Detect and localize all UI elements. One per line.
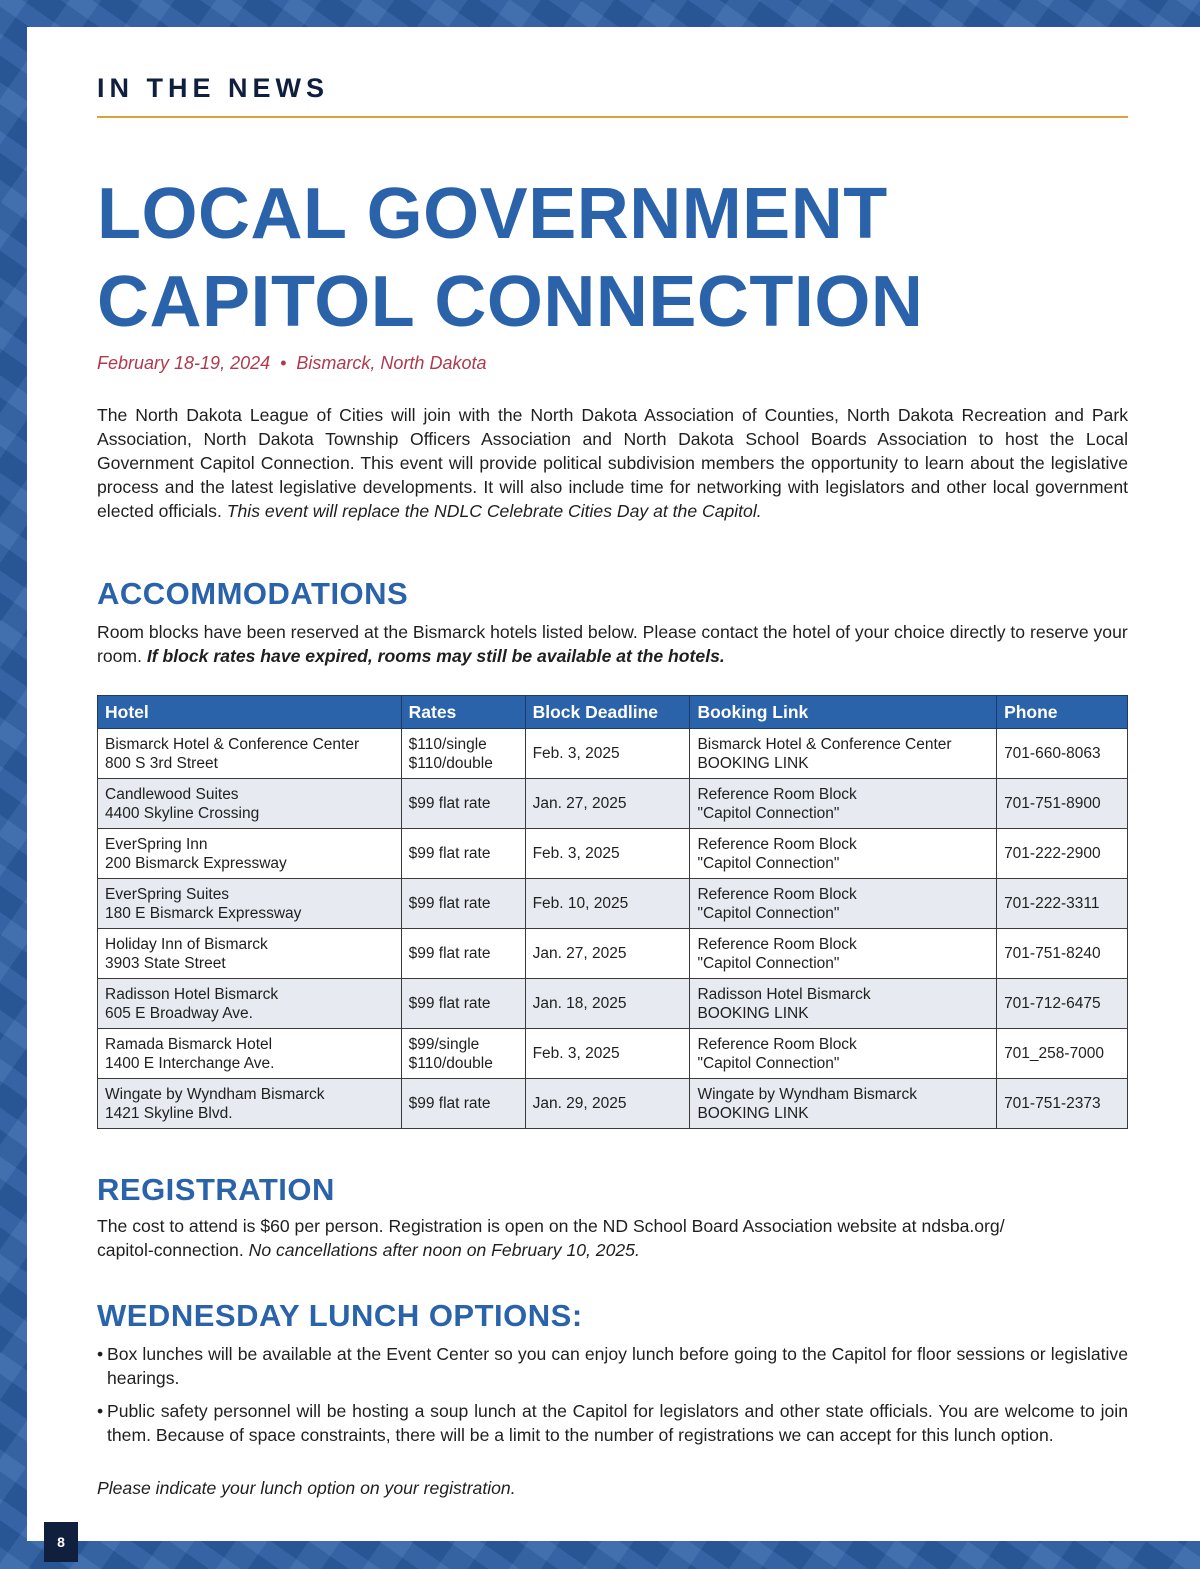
lunch-options-list — [97, 1342, 1128, 1456]
cell-hotel — [98, 1029, 402, 1079]
cell-booking-link[interactable] — [690, 1029, 997, 1079]
registration-line-1: The cost to attend is $60 per person. Registration is open on the ND School Board Association website at ndsba.org/ — [97, 1216, 1005, 1236]
cell-phone — [997, 1079, 1128, 1129]
cell-hotel — [98, 779, 402, 829]
list-item: • Box lunches will be available at the Event Center so you can enjoy lunch before going to the Capitol for floor sessions or legislative hearings. — [97, 1342, 1128, 1390]
cell-deadline — [525, 879, 690, 929]
cell-phone — [997, 879, 1128, 929]
hotel-name: Radisson Hotel Bismarck — [105, 985, 279, 1003]
cell-booking-link[interactable] — [690, 1079, 997, 1129]
phone-number: 701-751-2373 — [1004, 1095, 1101, 1112]
block-deadline: Jan. 29, 2025 — [532, 1095, 627, 1112]
booking-link-line-2: "Capitol Connection" — [697, 904, 840, 922]
cell-rates — [401, 1029, 525, 1079]
cell-deadline — [525, 929, 690, 979]
intro-italic: This event will replace the NDLC Celebrate Cities Day at the Capitol. — [226, 501, 762, 521]
cell-phone — [997, 729, 1128, 779]
hotel-name: Ramada Bismarck Hotel — [105, 1035, 273, 1053]
cell-hotel — [98, 1079, 402, 1129]
title-line-2: CAPITOL CONNECTION — [97, 262, 924, 342]
accommodations-paragraph — [97, 620, 1128, 668]
booking-link-line-1: Reference Room Block — [697, 1035, 857, 1053]
intro-paragraph — [97, 403, 1128, 523]
cell-hotel — [98, 729, 402, 779]
registration-paragraph — [97, 1214, 1128, 1262]
column-header-deadline: Block Deadline — [525, 696, 690, 729]
cell-rates — [401, 729, 525, 779]
cell-phone — [997, 929, 1128, 979]
event-dates: February 18-19, 2024 — [97, 353, 271, 373]
gold-divider — [97, 116, 1128, 118]
table-row — [98, 829, 1128, 879]
page-title — [97, 170, 923, 346]
block-deadline: Feb. 3, 2025 — [532, 745, 620, 762]
booking-link-line-1: Reference Room Block — [697, 835, 857, 853]
phone-number: 701-751-8900 — [1004, 795, 1101, 812]
block-deadline: Feb. 3, 2025 — [532, 845, 620, 862]
booking-link-line-1: Reference Room Block — [697, 785, 857, 803]
hotel-address: 605 E Broadway Ave. — [105, 1004, 253, 1022]
cell-rates — [401, 979, 525, 1029]
bullet-separator: • — [280, 353, 287, 373]
event-location: Bismarck, North Dakota — [296, 353, 487, 373]
cell-booking-link[interactable] — [690, 829, 997, 879]
booking-link-line-2: "Capitol Connection" — [697, 804, 840, 822]
rate-line-1: $99 flat rate — [408, 995, 491, 1012]
column-header-rates: Rates — [401, 696, 525, 729]
rate-line-2: $110/double — [408, 754, 493, 772]
page — [27, 27, 1200, 1541]
cell-rates — [401, 1079, 525, 1129]
cell-booking-link[interactable] — [690, 879, 997, 929]
cell-deadline — [525, 1079, 690, 1129]
lunch-heading: WEDNESDAY LUNCH OPTIONS: — [97, 1298, 583, 1333]
cell-booking-link[interactable] — [690, 779, 997, 829]
phone-number: 701-712-6475 — [1004, 995, 1101, 1012]
cell-phone — [997, 1029, 1128, 1079]
hotel-name: Candlewood Suites — [105, 785, 239, 803]
block-deadline: Feb. 10, 2025 — [532, 895, 629, 912]
phone-number: 701-222-3311 — [1004, 895, 1100, 912]
rate-line-1: $99 flat rate — [408, 845, 491, 862]
phone-number: 701-660-8063 — [1004, 745, 1101, 762]
hotel-address: 1421 Skyline Blvd. — [105, 1104, 233, 1122]
cell-hotel — [98, 829, 402, 879]
hotel-name: EverSpring Suites — [105, 885, 230, 903]
booking-link-line-2: BOOKING LINK — [697, 1104, 809, 1122]
title-line-1: LOCAL GOVERNMENT — [97, 174, 888, 254]
hotel-name: EverSpring Inn — [105, 835, 208, 853]
page-number: 8 — [44, 1522, 78, 1562]
block-deadline: Jan. 27, 2025 — [532, 795, 627, 812]
cell-deadline — [525, 979, 690, 1029]
rate-line-1: $99 flat rate — [408, 795, 491, 812]
cell-booking-link[interactable] — [690, 729, 997, 779]
cell-deadline — [525, 1029, 690, 1079]
cell-deadline — [525, 829, 690, 879]
table-row — [98, 1079, 1128, 1129]
booking-link-line-1: Radisson Hotel Bismarck — [697, 985, 871, 1003]
table-row — [98, 879, 1128, 929]
cell-rates — [401, 829, 525, 879]
phone-number: 701-751-8240 — [1004, 945, 1101, 962]
table-row — [98, 779, 1128, 829]
phone-number: 701-222-2900 — [1004, 845, 1101, 862]
booking-link-line-2: BOOKING LINK — [697, 754, 809, 772]
hotel-address: 1400 E Interchange Ave. — [105, 1054, 275, 1072]
column-header-booking: Booking Link — [690, 696, 997, 729]
rate-line-1: $99 flat rate — [408, 945, 491, 962]
cell-hotel — [98, 979, 402, 1029]
block-deadline: Feb. 3, 2025 — [532, 1045, 620, 1062]
column-header-phone: Phone — [997, 696, 1128, 729]
booking-link-line-2: "Capitol Connection" — [697, 954, 840, 972]
accommodations-text: Room blocks have been reserved at the Bismarck hotels listed below. Please contact the hotel of your choice directly to reserve your room. — [97, 622, 1128, 666]
cell-booking-link[interactable] — [690, 929, 997, 979]
lunch-closing-note: Please indicate your lunch option on your registration. — [97, 1478, 516, 1498]
cell-deadline — [525, 779, 690, 829]
table-header-row — [98, 696, 1128, 729]
cell-hotel — [98, 879, 402, 929]
booking-link-line-1: Bismarck Hotel & Conference Center — [697, 735, 952, 753]
hotel-address: 200 Bismarck Expressway — [105, 854, 287, 872]
table-row — [98, 729, 1128, 779]
booking-link-line-1: Reference Room Block — [697, 885, 857, 903]
phone-number: 701_258-7000 — [1004, 1045, 1105, 1062]
booking-link-line-2: BOOKING LINK — [697, 1004, 809, 1022]
event-date-location — [97, 353, 486, 374]
cell-rates — [401, 879, 525, 929]
hotel-name: Holiday Inn of Bismarck — [105, 935, 268, 953]
cell-hotel — [98, 929, 402, 979]
booking-link-line-1: Reference Room Block — [697, 935, 857, 953]
booking-link-line-2: "Capitol Connection" — [697, 854, 840, 872]
accommodations-emphasis: If block rates have expired, rooms may still be available at the hotels. — [146, 646, 725, 666]
hotel-name: Wingate by Wyndham Bismarck — [105, 1085, 325, 1103]
registration-heading: REGISTRATION — [97, 1172, 335, 1207]
rate-line-1: $99 flat rate — [408, 895, 491, 912]
hotel-name: Bismarck Hotel & Conference Center — [105, 735, 360, 753]
list-item: • Public safety personnel will be hosting a soup lunch at the Capitol for legislators and other state officials. You are welcome to join them. Because of space constraints, there will be a limit to the number of registrations we can accept for this lunch option. — [97, 1399, 1128, 1447]
rate-line-1: $99/single — [408, 1035, 480, 1053]
rate-line-1: $99 flat rate — [408, 1095, 491, 1112]
cell-phone — [997, 779, 1128, 829]
cell-phone — [997, 829, 1128, 879]
booking-link-line-2: "Capitol Connection" — [697, 1054, 840, 1072]
hotel-address: 3903 State Street — [105, 954, 226, 972]
table-row — [98, 979, 1128, 1029]
cell-booking-link[interactable] — [690, 979, 997, 1029]
rate-line-1: $110/single — [408, 735, 487, 753]
cell-rates — [401, 779, 525, 829]
hotel-address: 180 E Bismarck Expressway — [105, 904, 302, 922]
hotel-address: 4400 Skyline Crossing — [105, 804, 260, 822]
intro-text: The North Dakota League of Cities will join with the North Dakota Association of Counties, North Dakota Recreation and Park Association, North Dakota Township Officers Association and North Dakota School Boards Association to host the Local Government Capitol Connection. This event will provide political subdivision members the opportunity to learn about the legislative process and the latest legislative developments. It will also include time for networking with legislators and other local government elected officials. — [97, 405, 1128, 521]
cell-deadline — [525, 729, 690, 779]
column-header-hotel: Hotel — [98, 696, 402, 729]
hotel-table — [97, 695, 1128, 1129]
accommodations-heading: ACCOMMODATIONS — [97, 576, 409, 611]
booking-link-line-1: Wingate by Wyndham Bismarck — [697, 1085, 917, 1103]
block-deadline: Jan. 18, 2025 — [532, 995, 627, 1012]
table-row — [98, 1029, 1128, 1079]
table-row — [98, 929, 1128, 979]
cell-phone — [997, 979, 1128, 1029]
registration-italic: No cancellations after noon on February 10, 2025. — [248, 1240, 640, 1260]
block-deadline: Jan. 27, 2025 — [532, 945, 627, 962]
registration-link: capitol-connection. — [97, 1240, 244, 1260]
cell-rates — [401, 929, 525, 979]
hotel-address: 800 S 3rd Street — [105, 754, 218, 772]
rate-line-2: $110/double — [408, 1054, 493, 1072]
section-kicker: IN THE NEWS — [97, 73, 330, 103]
